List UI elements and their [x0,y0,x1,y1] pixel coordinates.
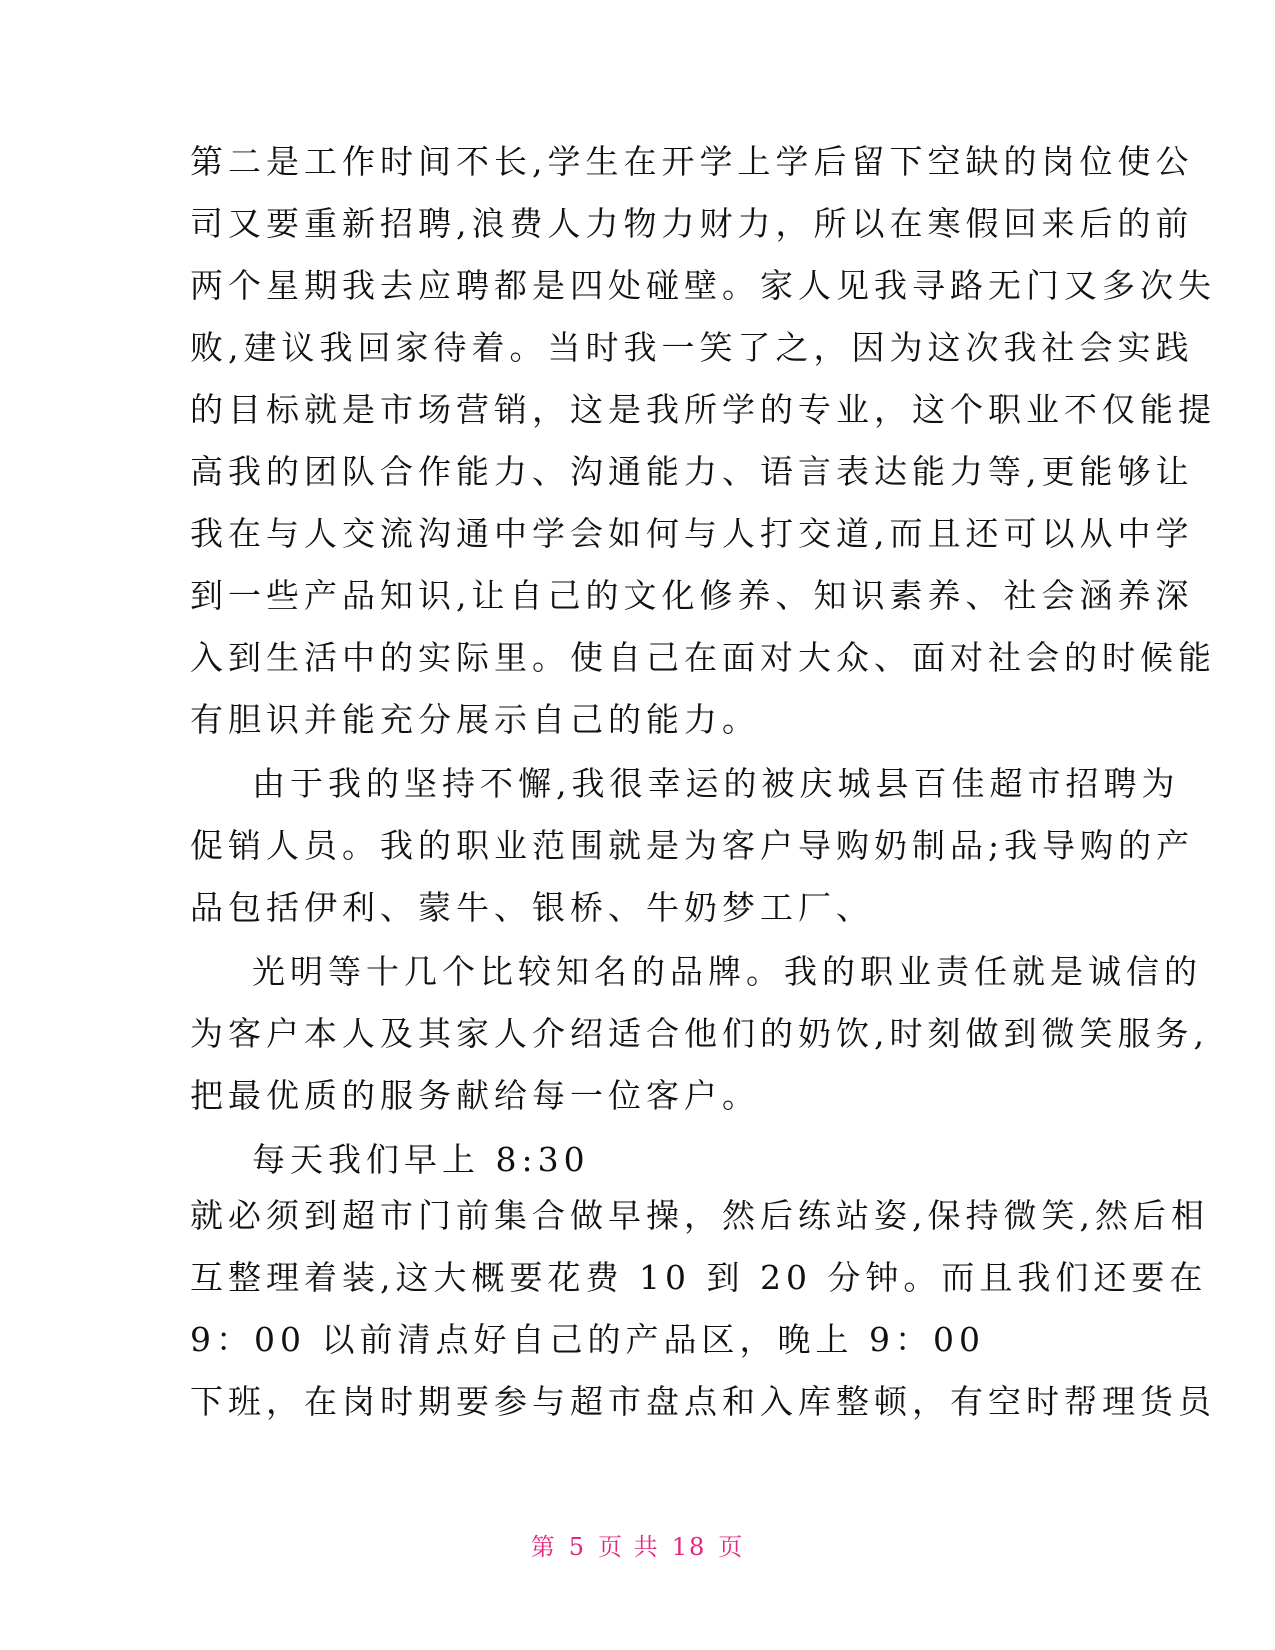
text-line: 败,建议我回家待着。当时我一笑了之，因为这次我社会实践 [190,328,1194,367]
text-line: 下班，在岗时期要参与超市盘点和入库整顿，有空时帮理货员 [190,1382,1216,1421]
text-line: 到一些产品知识,让自己的文化修养、知识素养、社会涵养深 [190,576,1194,615]
total-page-number: 18 [671,1533,707,1561]
text-line: 互整理着装,这大概要花费 10 到 20 分钟。而且我们还要在 [190,1258,1208,1297]
current-page-number: 5 [568,1533,587,1561]
text-line: 第二是工作时间不长,学生在开学上学后留下空缺的岗位使公 [190,142,1194,181]
text-line: 把最优质的服务献给每一位客户。 [190,1076,760,1115]
footer-prefix: 第 [530,1533,557,1561]
footer-suffix: 页 [718,1533,745,1561]
text-line: 为客户本人及其家人介绍适合他们的奶饮,时刻做到微笑服务, [190,1014,1209,1053]
text-line: 9：00 以前清点好自己的产品区，晚上 9：00 [190,1320,985,1359]
paragraph-start-line: 由于我的坚持不懈,我很幸运的被庆城县百佳超市招聘为 [252,764,1180,803]
text-line: 司又要重新招聘,浪费人力物力财力，所以在寒假回来后的前 [190,204,1194,243]
text-line: 入到生活中的实际里。使自己在面对大众、面对社会的时候能 [190,638,1216,677]
paragraph-start-line: 光明等十几个比较知名的品牌。我的职业责任就是诚信的 [252,952,1202,991]
paragraph-start-line: 每天我们早上 8:30 [252,1140,590,1179]
footer-middle: 页 共 [598,1533,660,1561]
text-line: 品包括伊利、蒙牛、银桥、牛奶梦工厂、 [190,888,874,927]
text-line: 的目标就是市场营销，这是我所学的专业，这个职业不仅能提 [190,390,1216,429]
text-line: 就必须到超市门前集合做早操，然后练站姿,保持微笑,然后相 [190,1196,1209,1235]
text-line: 促销人员。我的职业范围就是为客户导购奶制品;我导购的产 [190,826,1195,865]
text-line: 高我的团队合作能力、沟通能力、语言表达能力等,更能够让 [190,452,1194,491]
text-line: 我在与人交流沟通中学会如何与人打交道,而且还可以从中学 [190,514,1194,553]
page-number-footer [0,1532,1275,1562]
text-line: 两个星期我去应聘都是四处碰壁。家人见我寻路无门又多次失 [190,266,1216,305]
text-line: 有胆识并能充分展示自己的能力。 [190,700,760,739]
